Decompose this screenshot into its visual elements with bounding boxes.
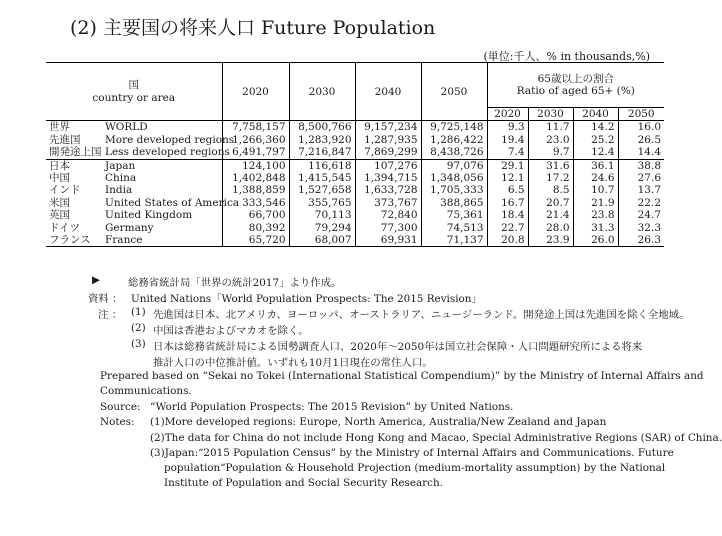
population-2050: 1,286,422 bbox=[421, 134, 487, 146]
population-2040: 1,287,935 bbox=[355, 134, 421, 146]
prepared-line-2: Communications. bbox=[100, 385, 192, 397]
population-2040: 7,869,299 bbox=[355, 146, 421, 159]
source-text: “World Population Prospects: The 2015 Revision” by United Nations. bbox=[150, 401, 514, 413]
ratio-year-2030: 2030 bbox=[528, 108, 573, 121]
note1-text: 先進国は日本、北アメリカ、ヨーロッパ、オーストラリア、ニュージーランド。開発途上国は先進国を除く全地域。 bbox=[153, 309, 690, 321]
aged-ratio-2040: 23.8 bbox=[573, 209, 618, 221]
ratio-header-ja: 65歳以上の割合 bbox=[537, 72, 614, 85]
aged-ratio-2020: 9.3 bbox=[487, 121, 528, 134]
source-line: 総務省統計局「世界の統計2017」より作成。 bbox=[128, 277, 342, 289]
aged-ratio-2050: 14.4 bbox=[637, 146, 662, 159]
country-name-en: India bbox=[102, 184, 222, 196]
population-2050: 75,361 bbox=[421, 209, 487, 221]
note3-num: (3) bbox=[131, 338, 146, 350]
ratio-year-2020: 2020 bbox=[487, 108, 528, 121]
year-header-2020: 2020 bbox=[222, 63, 289, 121]
population-2050: 9,725,148 bbox=[421, 121, 487, 134]
aged-ratio-2020: 12.1 bbox=[487, 172, 528, 184]
country-name-en: WORLD bbox=[102, 121, 222, 134]
population-2040: 373,767 bbox=[355, 197, 421, 209]
aged-ratio-2050: 26.5 bbox=[637, 133, 662, 146]
population-2040: 107,276 bbox=[355, 159, 421, 172]
country-name-ja: フランス bbox=[49, 234, 91, 247]
country-name-en: United Kingdom bbox=[102, 209, 222, 221]
population-2030: 116,618 bbox=[289, 159, 355, 172]
population-2030: 79,294 bbox=[289, 222, 355, 234]
aged-ratio-2040: 36.1 bbox=[573, 159, 618, 172]
aged-ratio-2030: 11.7 bbox=[528, 121, 573, 134]
table-row bbox=[46, 234, 664, 247]
population-2050: 74,513 bbox=[421, 222, 487, 234]
population-2040: 1,394,715 bbox=[355, 172, 421, 184]
population-2030: 355,765 bbox=[289, 197, 355, 209]
population-2050: 71,137 bbox=[421, 234, 487, 247]
aged-ratio-2020: 7.4 bbox=[487, 146, 528, 159]
note2-num: (2) bbox=[131, 322, 146, 334]
country-name-en: Less developed regions bbox=[102, 146, 222, 159]
country-header-en: country or area bbox=[92, 91, 176, 104]
aged-ratio-2020: 22.7 bbox=[487, 222, 528, 234]
country-name-ja: 日本 bbox=[46, 159, 102, 172]
aged-ratio-2020: 29.1 bbox=[487, 159, 528, 172]
country-name-ja: 世界 bbox=[49, 121, 70, 134]
aged-ratio-2030: 23.9 bbox=[528, 234, 573, 247]
population-2050: 1,705,333 bbox=[421, 184, 487, 196]
table-row bbox=[46, 146, 664, 159]
note2-text: 中国は香港およびマカオを除く。 bbox=[153, 325, 309, 337]
population-2020: 80,392 bbox=[222, 222, 289, 234]
ratio-header bbox=[487, 63, 664, 108]
country-name-ja: 米国 bbox=[49, 196, 70, 209]
population-2050: 97,076 bbox=[421, 159, 487, 172]
aged-ratio-2020: 16.7 bbox=[487, 197, 528, 209]
note1-num: (1) bbox=[131, 306, 146, 318]
population-table bbox=[46, 62, 664, 247]
country-name-ja: 先進国 bbox=[49, 133, 81, 146]
page-title: (2) 主要国の将来人口 Future Population bbox=[70, 17, 436, 39]
population-2050: 388,865 bbox=[421, 197, 487, 209]
aged-ratio-2020: 20.8 bbox=[487, 234, 528, 247]
population-2050: 8,438,726 bbox=[421, 146, 487, 159]
arrow-icon: ▶ bbox=[92, 274, 100, 286]
population-2020: 1,266,360 bbox=[222, 134, 289, 146]
country-name-en: Germany bbox=[102, 222, 222, 234]
note-label: 注 ： bbox=[98, 309, 123, 321]
country-header bbox=[46, 63, 222, 121]
aged-ratio-2040: 12.4 bbox=[573, 146, 618, 159]
notes-label: Notes: bbox=[100, 416, 135, 428]
country-header-ja: 国 bbox=[128, 79, 139, 92]
note3-text-1: 日本は総務省統計局による国勢調査人口、2020年～2050年は国立社会保障・人口問題研究所による将来 bbox=[153, 341, 643, 353]
aged-ratio-2030: 21.4 bbox=[528, 209, 573, 221]
ratio-year-2040: 2040 bbox=[573, 108, 618, 121]
table-row bbox=[46, 134, 664, 146]
note3-text-2: 推計人口の中位推計値。いずれも10月1日現在の常住人口。 bbox=[153, 357, 433, 369]
country-name-en: United States of America bbox=[102, 197, 222, 209]
year-header-2040: 2040 bbox=[355, 63, 421, 121]
population-2020: 124,100 bbox=[222, 159, 289, 172]
aged-ratio-2030: 8.5 bbox=[528, 184, 573, 196]
population-2040: 72,840 bbox=[355, 209, 421, 221]
table-row bbox=[46, 197, 664, 209]
country-name-ja: 中国 bbox=[49, 172, 70, 185]
en-note-3-line-1: (3)Japan:“2015 Population Census” by the Ministry of Internal Affairs and Communications. Future bbox=[150, 447, 674, 459]
aged-ratio-2030: 28.0 bbox=[528, 222, 573, 234]
population-2020: 333,546 bbox=[222, 197, 289, 209]
table-row bbox=[46, 222, 664, 234]
aged-ratio-2030: 9.7 bbox=[528, 146, 573, 159]
aged-ratio-2040: 25.2 bbox=[573, 134, 618, 146]
table-row bbox=[46, 172, 664, 184]
population-2020: 7,758,157 bbox=[222, 121, 289, 134]
table-row bbox=[46, 209, 664, 221]
material-label: 資料 ： bbox=[88, 293, 123, 305]
aged-ratio-2050: 24.7 bbox=[637, 209, 662, 222]
year-header-2030: 2030 bbox=[289, 63, 355, 121]
aged-ratio-2040: 14.2 bbox=[573, 121, 618, 134]
population-2030: 1,527,658 bbox=[289, 184, 355, 196]
table-row bbox=[46, 121, 664, 134]
population-2020: 65,720 bbox=[222, 234, 289, 247]
aged-ratio-2030: 23.0 bbox=[528, 134, 573, 146]
country-name-ja: 英国 bbox=[49, 209, 70, 222]
population-2050: 1,348,056 bbox=[421, 172, 487, 184]
population-2020: 1,402,848 bbox=[222, 172, 289, 184]
aged-ratio-2050: 13.7 bbox=[637, 184, 662, 197]
country-name-en: China bbox=[102, 172, 222, 184]
aged-ratio-2050: 27.6 bbox=[637, 172, 662, 185]
aged-ratio-2030: 17.2 bbox=[528, 172, 573, 184]
aged-ratio-2020: 6.5 bbox=[487, 184, 528, 196]
en-note-1: (1)More developed regions: Europe, North America, Australia/New Zealand and Japan bbox=[150, 416, 607, 428]
population-2040: 77,300 bbox=[355, 222, 421, 234]
aged-ratio-2050: 38.8 bbox=[618, 159, 664, 172]
en-note-3-line-2: population“Population & Household Projection (medium-mortality assumption) by the National bbox=[164, 462, 666, 474]
population-2020: 6,491,797 bbox=[222, 146, 289, 159]
population-2030: 68,007 bbox=[289, 234, 355, 247]
population-2030: 1,415,545 bbox=[289, 172, 355, 184]
ratio-header-en: Ratio of aged 65+ (%) bbox=[516, 85, 635, 97]
table-row bbox=[46, 184, 664, 196]
country-name-en: More developed regions bbox=[102, 134, 222, 146]
aged-ratio-2020: 19.4 bbox=[487, 134, 528, 146]
year-header-2050: 2050 bbox=[421, 63, 487, 121]
country-name-ja: ドイツ bbox=[49, 221, 80, 234]
aged-ratio-2030: 20.7 bbox=[528, 197, 573, 209]
population-2030: 70,113 bbox=[289, 209, 355, 221]
population-2030: 7,216,847 bbox=[289, 146, 355, 159]
material-text: United Nations「World Population Prospects: The 2015 Revision」 bbox=[131, 293, 482, 305]
aged-ratio-2050: 22.2 bbox=[637, 196, 662, 209]
aged-ratio-2050: 32.3 bbox=[637, 221, 662, 234]
aged-ratio-2040: 26.0 bbox=[573, 234, 618, 247]
unit-note: (単位:千人、% in thousands,%) bbox=[483, 50, 650, 63]
aged-ratio-2040: 24.6 bbox=[573, 172, 618, 184]
aged-ratio-2040: 31.3 bbox=[573, 222, 618, 234]
aged-ratio-2040: 10.7 bbox=[573, 184, 618, 196]
country-name-en: Japan bbox=[102, 159, 222, 172]
aged-ratio-2030: 31.6 bbox=[528, 159, 573, 172]
table-row bbox=[46, 159, 664, 172]
population-2040: 69,931 bbox=[355, 234, 421, 247]
prepared-line-1: Prepared based on “Sekai no Tokei (International Statistical Compendium)” by the Ministry of Internal Affairs and bbox=[100, 370, 704, 382]
population-2020: 66,700 bbox=[222, 209, 289, 221]
aged-ratio-2040: 21.9 bbox=[573, 197, 618, 209]
population-2040: 1,633,728 bbox=[355, 184, 421, 196]
country-name-ja: 開発途上国 bbox=[49, 146, 102, 159]
ratio-year-2050: 2050 bbox=[618, 108, 664, 121]
en-note-2: (2)The data for China do not include Hong Kong and Macao, Special Administrative Regions (SAR) of China. bbox=[150, 432, 722, 444]
aged-ratio-2050: 16.0 bbox=[637, 121, 662, 134]
population-2030: 1,283,920 bbox=[289, 134, 355, 146]
source-label: Source: bbox=[100, 401, 141, 413]
population-2040: 9,157,234 bbox=[355, 121, 421, 134]
en-note-3-line-3: Institute of Population and Social Security Research. bbox=[164, 477, 443, 489]
population-2030: 8,500,766 bbox=[289, 121, 355, 134]
aged-ratio-2050: 26.3 bbox=[637, 234, 662, 247]
country-name-ja: インド bbox=[49, 184, 81, 197]
aged-ratio-2020: 18.4 bbox=[487, 209, 528, 221]
country-name-en: France bbox=[102, 234, 222, 247]
population-2020: 1,388,859 bbox=[222, 184, 289, 196]
